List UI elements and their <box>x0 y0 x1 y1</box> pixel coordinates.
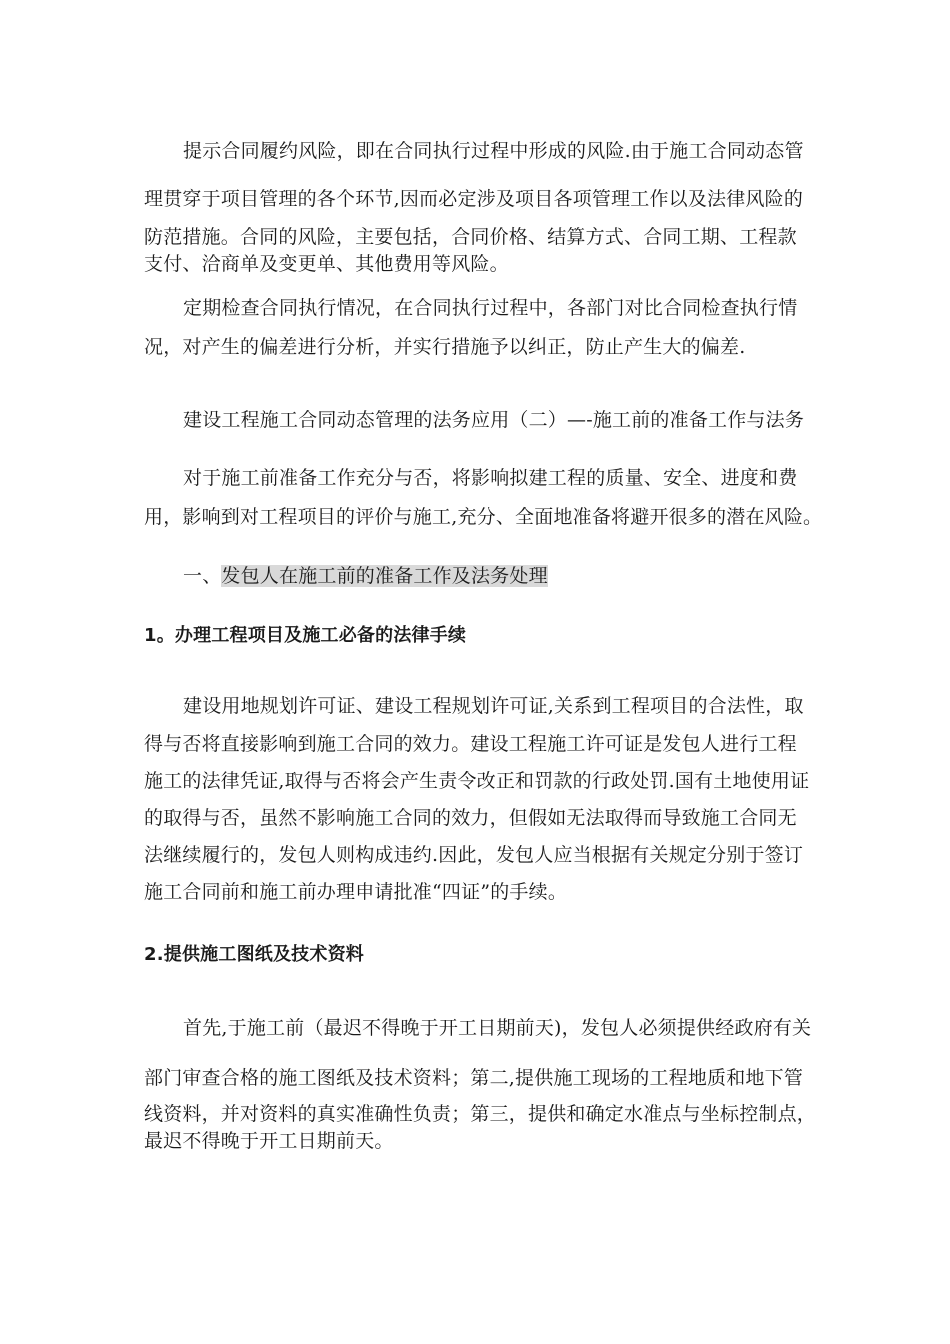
paragraph-line: 的取得与否，虽然不影响施工合同的效力，但假如无法取得而导致施工合同无 <box>144 807 797 829</box>
subheading-2 <box>144 942 364 967</box>
paragraph-line: 况，对产生的偏差进行分析，并实行措施予以纠正，防止产生大的偏差. <box>144 336 746 358</box>
section-heading-prefix: 一、 <box>183 565 222 587</box>
paragraph-line: 施工的法律凭证,取得与否将会产生责令改正和罚款的行政处罚.国有土地使用证 <box>144 770 810 792</box>
subheading-text: 提供施工图纸及技术资料 <box>163 944 364 965</box>
subheading-number: 1 <box>144 625 157 646</box>
subheading-number: 2. <box>144 944 164 965</box>
section-heading <box>183 564 548 588</box>
subheading-1 <box>144 623 466 648</box>
paragraph-line: 提示合同履约风险，即在合同执行过程中形成的风险.由于施工合同动态管 <box>183 140 804 162</box>
paragraph-line: 建设用地规划许可证、建设工程规划许可证,关系到工程项目的合法性，取 <box>183 695 804 717</box>
section-heading-title: 发包人在施工前的准备工作及法务处理 <box>221 565 548 587</box>
paragraph-line: 对于施工前准备工作充分与否，将影响拟建工程的质量、安全、进度和费 <box>183 467 798 489</box>
paragraph-line: 理贯穿于项目管理的各个环节,因而必定涉及项目各项管理工作以及法律风险的 <box>144 188 804 210</box>
subheading-text: 。办理工程项目及施工必备的法律手续 <box>156 625 467 646</box>
paragraph-line: 定期检查合同执行情况，在合同执行过程中，各部门对比合同检查执行情 <box>183 297 798 319</box>
paragraph-line: 最迟不得晚于开工日期前天。 <box>144 1130 394 1152</box>
paragraph-line: 施工合同前和施工前办理申请批准“四证”的手续。 <box>144 881 568 903</box>
paragraph-line: 建设工程施工合同动态管理的法务应用（二）—-施工前的准备工作与法务 <box>183 409 805 431</box>
paragraph-line: 线资料，并对资料的真实准确性负责；第三，提供和确定水准点与坐标控制点， <box>144 1103 817 1125</box>
paragraph-line: 防范措施。合同的风险，主要包括，合同价格、结算方式、合同工期、工程款 <box>144 226 797 248</box>
paragraph-line: 支付、洽商单及变更单、其他费用等风险。 <box>144 253 509 275</box>
paragraph-line: 部门审查合格的施工图纸及技术资料；第二,提供施工现场的工程地质和地下管 <box>144 1067 804 1089</box>
paragraph-line: 用，影响到对工程项目的评价与施工,充分、全面地准备将避开很多的潜在风险。 <box>144 506 823 528</box>
paragraph-line: 得与否将直接影响到施工合同的效力。建设工程施工许可证是发包人进行工程 <box>144 733 797 755</box>
paragraph-line: 法继续履行的，发包人则构成违约.因此，发包人应当根据有关规定分别于签订 <box>144 844 804 866</box>
paragraph-line: 首先,于施工前（最迟不得晚于开工日期前天)，发包人必须提供经政府有关 <box>183 1017 812 1039</box>
